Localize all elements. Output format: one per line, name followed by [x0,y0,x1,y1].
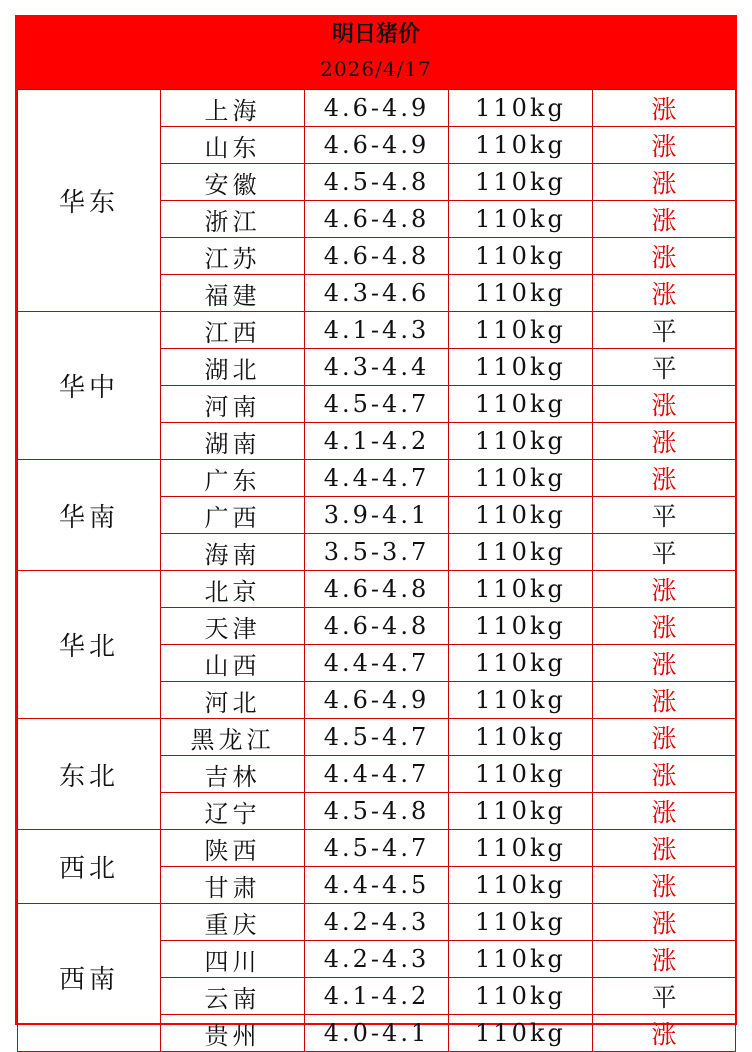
price-cell: 4.1-4.2 [305,978,449,1015]
weight-cell: 110kg [449,164,593,201]
trend-cell: 涨 [593,645,736,682]
trend-cell: 平 [593,978,736,1015]
weight-cell: 110kg [449,127,593,164]
table-row [18,460,736,497]
table-row [18,904,736,941]
price-cell: 4.6-4.8 [305,201,449,238]
price-sheet [15,15,737,1050]
province-cell: 山西 [161,645,305,682]
price-cell: 4.6-4.8 [305,608,449,645]
province-cell: 贵州 [161,1015,305,1052]
province-cell: 江苏 [161,238,305,275]
price-cell: 3.5-3.7 [305,534,449,571]
price-cell: 4.6-4.8 [305,571,449,608]
province-cell: 上海 [161,90,305,127]
price-cell: 4.5-4.7 [305,830,449,867]
weight-cell: 110kg [449,90,593,127]
price-cell: 4.4-4.7 [305,756,449,793]
region-cell: 华中 [18,312,161,460]
price-cell: 4.4-4.7 [305,460,449,497]
province-cell: 甘肃 [161,867,305,904]
trend-cell: 涨 [593,793,736,830]
trend-cell: 平 [593,497,736,534]
price-cell: 4.1-4.2 [305,423,449,460]
weight-cell: 110kg [449,571,593,608]
region-cell: 华南 [18,460,161,571]
price-cell: 4.4-4.7 [305,645,449,682]
trend-cell: 涨 [593,830,736,867]
trend-cell: 涨 [593,423,736,460]
region-cell: 东北 [18,719,161,830]
weight-cell: 110kg [449,349,593,386]
trend-cell: 平 [593,534,736,571]
table-row [18,312,736,349]
weight-cell: 110kg [449,312,593,349]
weight-cell: 110kg [449,978,593,1015]
page-title: 明日猪价 [331,22,420,47]
price-cell: 4.6-4.8 [305,238,449,275]
trend-cell: 涨 [593,867,736,904]
province-cell: 四川 [161,941,305,978]
trend-cell: 涨 [593,571,736,608]
price-cell: 4.2-4.3 [305,941,449,978]
region-cell: 西南 [18,904,161,1052]
trend-cell: 涨 [593,460,736,497]
trend-cell: 涨 [593,682,736,719]
table-row [18,90,736,127]
trend-cell: 涨 [593,238,736,275]
trend-cell: 平 [593,312,736,349]
trend-cell: 涨 [593,756,736,793]
province-cell: 湖南 [161,423,305,460]
price-cell: 4.6-4.9 [305,682,449,719]
weight-cell: 110kg [449,645,593,682]
region-cell: 华东 [18,90,161,312]
province-cell: 重庆 [161,904,305,941]
price-cell: 4.5-4.8 [305,793,449,830]
province-cell: 江西 [161,312,305,349]
trend-cell: 涨 [593,275,736,312]
weight-cell: 110kg [449,830,593,867]
price-cell: 4.6-4.9 [305,127,449,164]
trend-cell: 涨 [593,127,736,164]
price-cell: 4.2-4.3 [305,904,449,941]
province-cell: 黑龙江 [161,719,305,756]
province-cell: 广西 [161,497,305,534]
province-cell: 河南 [161,386,305,423]
province-cell: 陕西 [161,830,305,867]
province-cell: 浙江 [161,201,305,238]
weight-cell: 110kg [449,719,593,756]
weight-cell: 110kg [449,682,593,719]
weight-cell: 110kg [449,608,593,645]
price-cell: 4.3-4.4 [305,349,449,386]
province-cell: 福建 [161,275,305,312]
trend-cell: 涨 [593,386,736,423]
price-table-body [18,90,736,1052]
region-cell: 西北 [18,830,161,904]
price-cell: 4.5-4.7 [305,386,449,423]
trend-cell: 涨 [593,941,736,978]
trend-cell: 涨 [593,904,736,941]
province-cell: 湖北 [161,349,305,386]
province-cell: 山东 [161,127,305,164]
table-row [18,719,736,756]
trend-cell: 涨 [593,1015,736,1052]
price-cell: 4.4-4.5 [305,867,449,904]
weight-cell: 110kg [449,534,593,571]
weight-cell: 110kg [449,1015,593,1052]
price-cell: 3.9-4.1 [305,497,449,534]
weight-cell: 110kg [449,793,593,830]
trend-cell: 涨 [593,719,736,756]
price-cell: 4.3-4.6 [305,275,449,312]
province-cell: 广东 [161,460,305,497]
weight-cell: 110kg [449,497,593,534]
weight-cell: 110kg [449,275,593,312]
weight-cell: 110kg [449,460,593,497]
province-cell: 吉林 [161,756,305,793]
weight-cell: 110kg [449,867,593,904]
weight-cell: 110kg [449,238,593,275]
price-cell: 4.5-4.8 [305,164,449,201]
trend-cell: 平 [593,349,736,386]
weight-cell: 110kg [449,201,593,238]
weight-cell: 110kg [449,756,593,793]
trend-cell: 涨 [593,90,736,127]
weight-cell: 110kg [449,941,593,978]
price-cell: 4.5-4.7 [305,719,449,756]
table-row [18,830,736,867]
province-cell: 海南 [161,534,305,571]
price-table [17,89,736,1052]
price-cell: 4.6-4.9 [305,90,449,127]
province-cell: 北京 [161,571,305,608]
weight-cell: 110kg [449,386,593,423]
region-cell: 华北 [18,571,161,719]
trend-cell: 涨 [593,201,736,238]
table-header [17,17,735,89]
price-cell: 4.1-4.3 [305,312,449,349]
weight-cell: 110kg [449,423,593,460]
table-row [18,571,736,608]
province-cell: 安徽 [161,164,305,201]
province-cell: 辽宁 [161,793,305,830]
province-cell: 天津 [161,608,305,645]
trend-cell: 涨 [593,608,736,645]
province-cell: 河北 [161,682,305,719]
price-cell: 4.0-4.1 [305,1015,449,1052]
province-cell: 云南 [161,978,305,1015]
date-label: 2026/4/17 [320,57,432,81]
trend-cell: 涨 [593,164,736,201]
weight-cell: 110kg [449,904,593,941]
